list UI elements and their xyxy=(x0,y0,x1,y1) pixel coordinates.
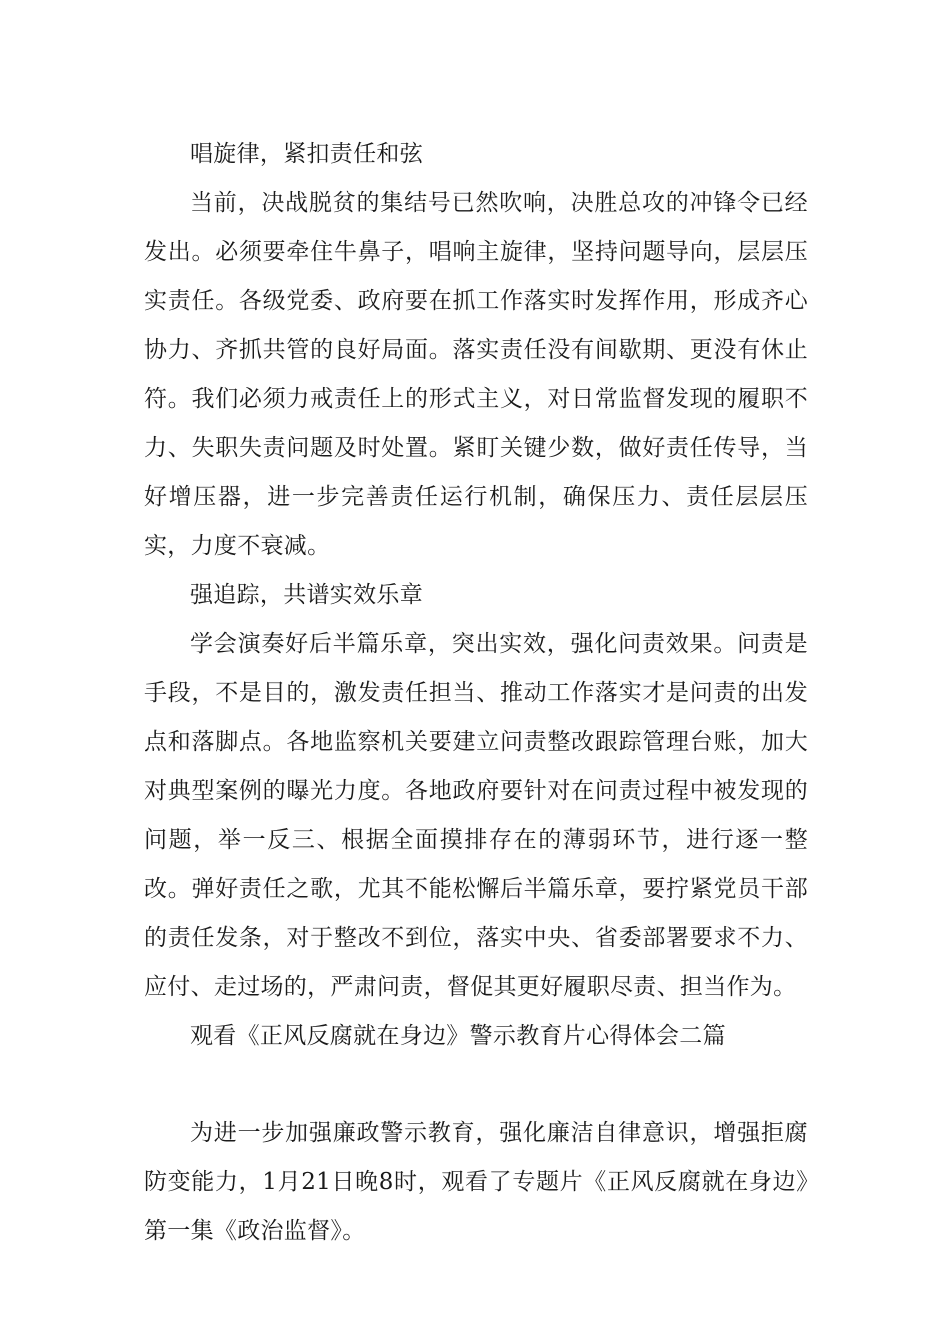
section-heading-melody: 唱旋律，紧扣责任和弦 xyxy=(190,141,423,167)
article-title-second: 观看《正风反腐就在身边》警示教育片心得体会二篇 xyxy=(190,1023,726,1049)
paragraph-accountability: 学会演奏好后半篇乐章，突出实效，强化问责效果。问责是手段，不是目的，激发责任担当、推动工作落实才是问责的出发点和落脚点。各地监察机关要建立问责整改跟踪管理台账，加大对典型案例的曝光力度。各地政府要针对在问责过程中被发现的问题，举一反三、根据全面摸排存在的薄弱环节，进行逐一整改。弹好责任之歌，尤其不能松懈后半篇乐章，要拧紧党员干部的责任发条，对于整改不到位，落实中央、省委部署要求不力、应付、走过场的，严肃问责，督促其更好履职尽责、担当作为。 xyxy=(144,631,808,1000)
paragraph-responsibility: 当前，决战脱贫的集结号已然吹响，决胜总攻的冲锋令已经发出。必须要牵住牛鼻子，唱响主旋律，坚持问题导向，层层压实责任。各级党委、政府要在抓工作落实时发挥作用，形成齐心协力、齐抓共管的良好局面。落实责任没有间歇期、更没有休止符。我们必须力戒责任上的形式主义，对日常监督发现的履职不力、失职失责问题及时处置。紧盯关键少数，做好责任传导，当好增压器，进一步完善责任运行机制，确保压力、责任层层压实，力度不衰减。 xyxy=(144,190,808,559)
section-heading-tracking: 强追踪，共谱实效乐章 xyxy=(190,582,423,608)
document-body xyxy=(144,130,808,1256)
paragraph-intro: 为进一步加强廉政警示教育，强化廉洁自律意识，增强拒腐防变能力，1月21日晚8时，观看了专题片《正风反腐就在身边》第一集《政治监督》。 xyxy=(144,1120,808,1244)
blank-line xyxy=(144,1061,808,1109)
